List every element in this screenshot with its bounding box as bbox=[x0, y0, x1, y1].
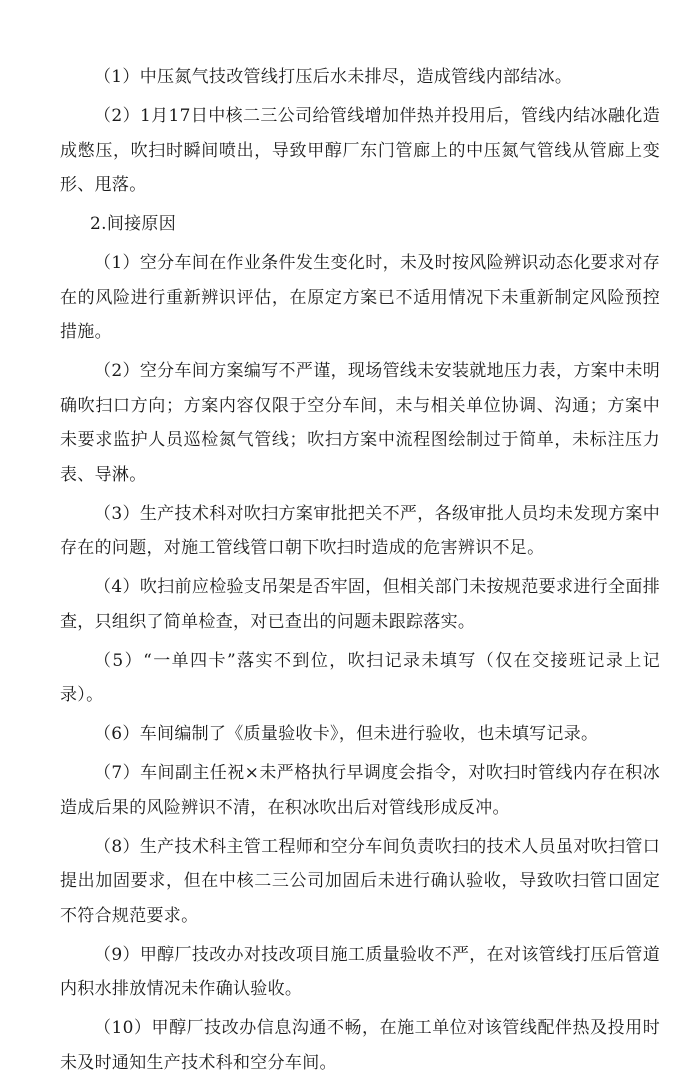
section-heading-indirect-causes: 2.间接原因 bbox=[90, 214, 177, 234]
paragraph-12: （10）甲醇厂技改办信息沟通不畅，在施工单位对该管线配伴热及投用时未及时通知生产技术科和空分车间。 bbox=[60, 1018, 660, 1073]
paragraph-11: （9）甲醇厂技改办对技改项目施工质量验收不严，在对该管线打压后管道内积水排放情况未作确认验收。 bbox=[60, 944, 660, 999]
paragraph-6: （4）吹扫前应检验支吊架是否牢固，但相关部门未按规范要求进行全面排查，只组织了简单检查，对已查出的问题未跟踪落实。 bbox=[60, 577, 660, 632]
document-page bbox=[60, 60, 660, 1085]
paragraph-5: （3）生产技术科对吹扫方案审批把关不严，各级审批人员均未发现方案中存在的问题，对施工管线管口朝下吹扫时造成的危害辨识不足。 bbox=[60, 503, 660, 558]
paragraph-10: （8）生产技术科主管工程师和空分车间负责吹扫的技术人员虽对吹扫管口提出加固要求，但在中核二三公司加固后未进行确认验收，导致吹扫管口固定不符合规范要求。 bbox=[60, 836, 660, 926]
paragraph-9: （7）车间副主任祝×未严格执行早调度会指令，对吹扫时管线内存在积冰造成后果的风险辨识不清，在积冰吹出后对管线形成反冲。 bbox=[60, 763, 660, 818]
paragraph-1: （1）中压氮气技改管线打压后水未排尽，造成管线内部结冰。 bbox=[94, 67, 573, 87]
paragraph-3: （1）空分车间在作业条件发生变化时，未及时按风险辨识动态化要求对存在的风险进行重新辨识评估，在原定方案已不适用情况下未重新制定风险预控措施。 bbox=[60, 253, 660, 342]
paragraph-2: （2）1月17日中核二三公司给管线增加伴热并投用后，管线内结冰融化造成憋压，吹扫时瞬间喷出，导致甲醇厂东门管廊上的中压氮气管线从管廊上变形、甩落。 bbox=[60, 106, 660, 195]
paragraph-4: （2）空分车间方案编写不严谨，现场管线未安装就地压力表，方案中未明确吹扫口方向；方案内容仅限于空分车间，未与相关单位协调、沟通；方案中未要求监护人员巡检氮气管线；吹扫方案中流程图绘制过于简单，未标注压力表、导淋。 bbox=[60, 361, 660, 485]
paragraph-7: （5）“一单四卡”落实不到位，吹扫记录未填写（仅在交接班记录上记录）。 bbox=[60, 650, 660, 705]
paragraph-8: （6）车间编制了《质量验收卡》，但未进行验收，也未填写记录。 bbox=[94, 724, 599, 744]
